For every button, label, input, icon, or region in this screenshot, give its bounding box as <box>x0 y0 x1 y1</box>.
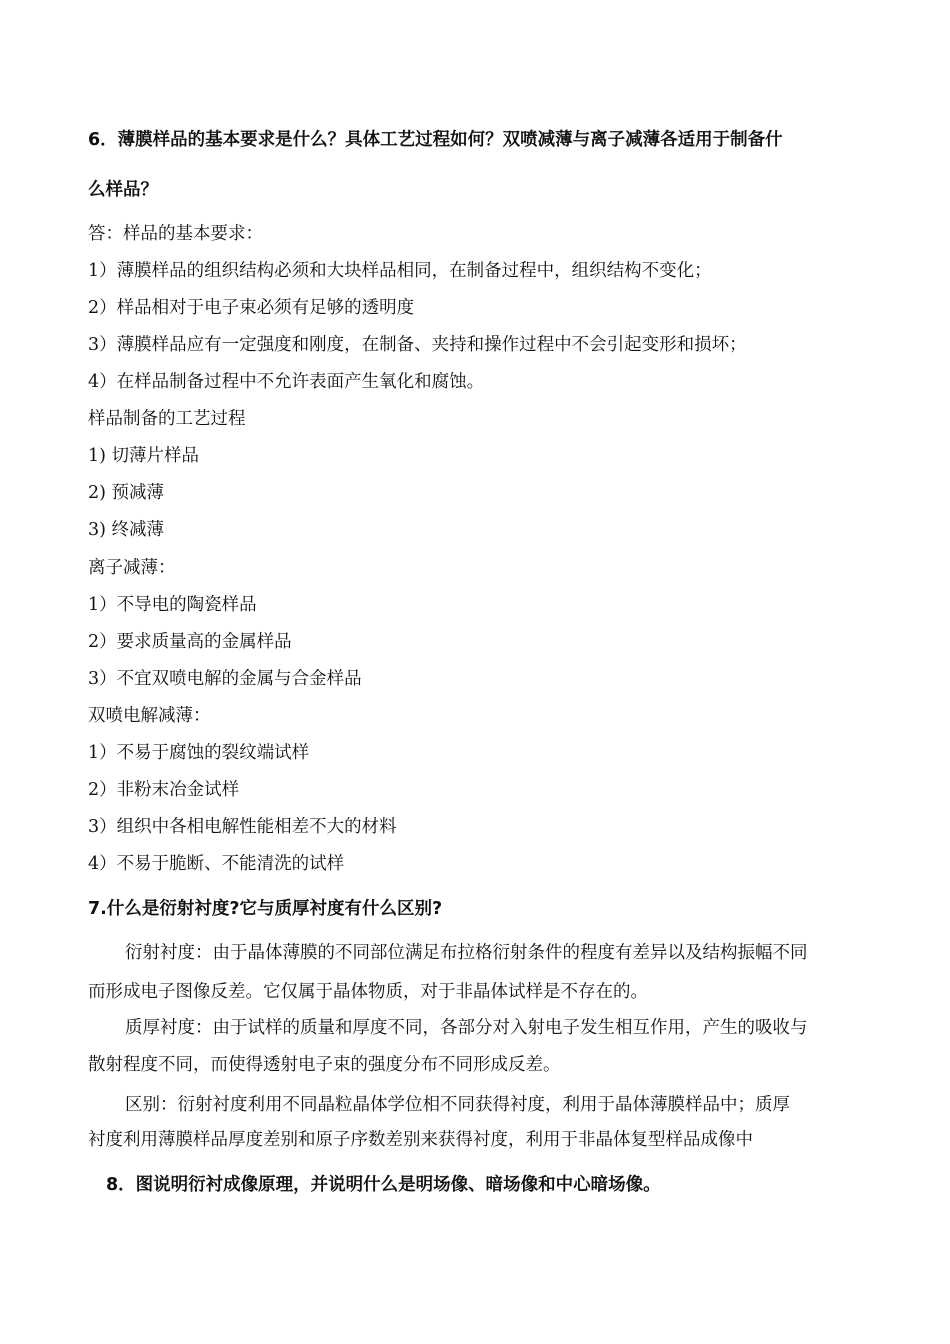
twinjet-item: 3）组织中各相电解性能相差不大的材料 <box>88 817 397 837</box>
q7-paragraph-1-line2: 而形成电子图像反差。它仅属于晶体物质，对于非晶体试样是不存在的。 <box>88 982 648 1002</box>
requirement-item: 3）薄膜样品应有一定强度和刚度，在制备、夹持和操作过程中不会引起变形和损坏； <box>88 335 747 355</box>
ion-milling-item: 1）不导电的陶瓷样品 <box>88 595 257 615</box>
twinjet-item: 2）非粉末冶金试样 <box>88 780 240 800</box>
q6-title-line1: 6．薄膜样品的基本要求是什么？具体工艺过程如何？双喷减薄与离子减薄各适用于制备什 <box>88 130 783 150</box>
ion-milling-label: 离子减薄： <box>88 558 176 578</box>
twinjet-item: 4）不易于脆断、不能清洗的试样 <box>88 854 345 874</box>
q7-paragraph-1-line1: 衍射衬度：由于晶体薄膜的不同部位满足布拉格衍射条件的程度有差异以及结构振幅不同 <box>125 943 808 963</box>
requirement-item: 4）在样品制备过程中不允许表面产生氧化和腐蚀。 <box>88 372 485 392</box>
process-step: 2) 预减薄 <box>88 483 165 503</box>
q8-title: 8．图说明衍衬成像原理，并说明什么是明场像、暗场像和中心暗场像。 <box>106 1175 661 1195</box>
q7-paragraph-2-line2: 散射程度不同，而使得透射电子束的强度分布不同形成反差。 <box>88 1055 561 1075</box>
q7-paragraph-2-line1: 质厚衬度：由于试样的质量和厚度不同，各部分对入射电子发生相互作用，产生的吸收与 <box>125 1018 808 1038</box>
ion-milling-item: 3）不宜双喷电解的金属与合金样品 <box>88 669 362 689</box>
q7-title: 7.什么是衍射衬度?它与质厚衬度有什么区别? <box>88 899 443 919</box>
process-label: 样品制备的工艺过程 <box>88 409 246 429</box>
q7-paragraph-3-line2: 衬度利用薄膜样品厚度差别和原子序数差别来获得衬度，利用于非晶体复型样品成像中 <box>88 1130 753 1150</box>
q7-paragraph-3-line1: 区别：衍射衬度利用不同晶粒晶体学位相不同获得衬度，利用于晶体薄膜样品中；质厚 <box>125 1095 790 1115</box>
requirement-item: 1）薄膜样品的组织结构必须和大块样品相同，在制备过程中，组织结构不变化； <box>88 261 712 281</box>
process-step: 3) 终减薄 <box>88 520 165 540</box>
process-step: 1) 切薄片样品 <box>88 446 200 466</box>
twinjet-item: 1）不易于腐蚀的裂纹端试样 <box>88 743 310 763</box>
q6-answer-label: 答：样品的基本要求： <box>88 224 263 244</box>
requirement-item: 2）样品相对于电子束必须有足够的透明度 <box>88 298 415 318</box>
ion-milling-item: 2）要求质量高的金属样品 <box>88 632 292 652</box>
q6-title-line2: 么样品？ <box>88 180 158 200</box>
twinjet-label: 双喷电解减薄： <box>88 706 211 726</box>
